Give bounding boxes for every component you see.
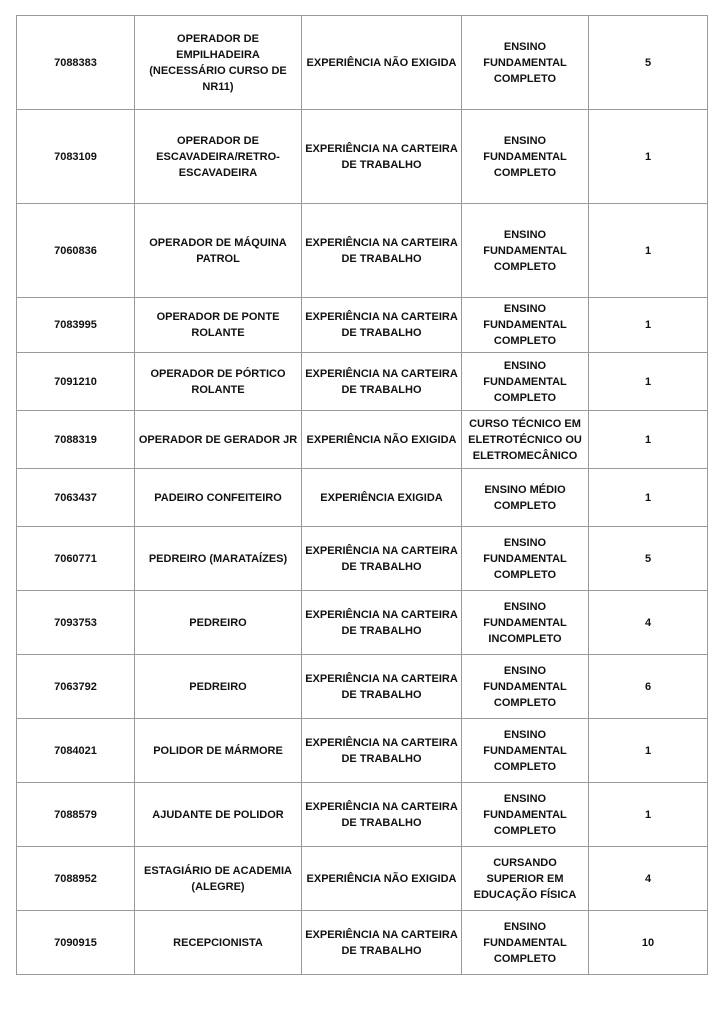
job-code-cell: 7063792 (17, 655, 135, 719)
job-code-cell: 7063437 (17, 469, 135, 527)
job-title-cell: PEDREIRO (135, 655, 302, 719)
table-row (17, 469, 708, 527)
experience-cell: EXPERIÊNCIA EXIGIDA (302, 469, 462, 527)
education-cell: ENSINO FUNDAMENTAL COMPLETO (462, 16, 589, 110)
job-code-cell: 7083995 (17, 298, 135, 353)
table-row (17, 783, 708, 847)
job-code-cell: 7093753 (17, 591, 135, 655)
education-cell: ENSINO FUNDAMENTAL COMPLETO (462, 204, 589, 298)
table-row (17, 911, 708, 975)
education-cell: ENSINO FUNDAMENTAL COMPLETO (462, 911, 589, 975)
education-cell: CURSO TÉCNICO EM ELETROTÉCNICO OU ELETROMECÂNICO (462, 411, 589, 469)
experience-cell: EXPERIÊNCIA NÃO EXIGIDA (302, 847, 462, 911)
vacancies-cell: 1 (589, 353, 708, 411)
job-title-cell: OPERADOR DE ESCAVADEIRA/RETRO-ESCAVADEIRA (135, 110, 302, 204)
table-row (17, 411, 708, 469)
experience-cell: EXPERIÊNCIA NA CARTEIRA DE TRABALHO (302, 353, 462, 411)
job-title-cell: AJUDANTE DE POLIDOR (135, 783, 302, 847)
job-title-cell: PADEIRO CONFEITEIRO (135, 469, 302, 527)
job-code-cell: 7088952 (17, 847, 135, 911)
experience-cell: EXPERIÊNCIA NA CARTEIRA DE TRABALHO (302, 655, 462, 719)
job-code-cell: 7060771 (17, 527, 135, 591)
education-cell: ENSINO FUNDAMENTAL COMPLETO (462, 353, 589, 411)
vacancies-cell: 10 (589, 911, 708, 975)
vacancies-cell: 5 (589, 16, 708, 110)
experience-cell: EXPERIÊNCIA NA CARTEIRA DE TRABALHO (302, 204, 462, 298)
table-row (17, 719, 708, 783)
job-code-cell: 7088319 (17, 411, 135, 469)
vacancies-cell: 1 (589, 469, 708, 527)
job-code-cell: 7084021 (17, 719, 135, 783)
education-cell: ENSINO FUNDAMENTAL COMPLETO (462, 110, 589, 204)
job-title-cell: OPERADOR DE PÓRTICO ROLANTE (135, 353, 302, 411)
education-cell: ENSINO FUNDAMENTAL COMPLETO (462, 719, 589, 783)
experience-cell: EXPERIÊNCIA NA CARTEIRA DE TRABALHO (302, 719, 462, 783)
job-title-cell: PEDREIRO (MARATAÍZES) (135, 527, 302, 591)
table-row (17, 527, 708, 591)
job-title-cell: OPERADOR DE EMPILHADEIRA (NECESSÁRIO CURSO DE NR11) (135, 16, 302, 110)
vacancies-cell: 6 (589, 655, 708, 719)
job-code-cell: 7088579 (17, 783, 135, 847)
job-title-cell: RECEPCIONISTA (135, 911, 302, 975)
experience-cell: EXPERIÊNCIA NA CARTEIRA DE TRABALHO (302, 783, 462, 847)
table-row (17, 655, 708, 719)
job-code-cell: 7088383 (17, 16, 135, 110)
vacancies-cell: 1 (589, 783, 708, 847)
vacancies-cell: 1 (589, 204, 708, 298)
table-row (17, 110, 708, 204)
table-row (17, 204, 708, 298)
education-cell: CURSANDO SUPERIOR EM EDUCAÇÃO FÍSICA (462, 847, 589, 911)
vacancies-cell: 1 (589, 298, 708, 353)
experience-cell: EXPERIÊNCIA NA CARTEIRA DE TRABALHO (302, 911, 462, 975)
education-cell: ENSINO FUNDAMENTAL INCOMPLETO (462, 591, 589, 655)
job-title-cell: POLIDOR DE MÁRMORE (135, 719, 302, 783)
table-row (17, 591, 708, 655)
job-title-cell: ESTAGIÁRIO DE ACADEMIA (ALEGRE) (135, 847, 302, 911)
job-vacancies-table (16, 15, 708, 975)
experience-cell: EXPERIÊNCIA NÃO EXIGIDA (302, 411, 462, 469)
table-row (17, 16, 708, 110)
experience-cell: EXPERIÊNCIA NA CARTEIRA DE TRABALHO (302, 298, 462, 353)
vacancies-cell: 1 (589, 411, 708, 469)
job-title-cell: OPERADOR DE PONTE ROLANTE (135, 298, 302, 353)
vacancies-cell: 5 (589, 527, 708, 591)
table-row (17, 353, 708, 411)
experience-cell: EXPERIÊNCIA NA CARTEIRA DE TRABALHO (302, 527, 462, 591)
job-title-cell: OPERADOR DE GERADOR JR (135, 411, 302, 469)
education-cell: ENSINO MÉDIO COMPLETO (462, 469, 589, 527)
vacancies-cell: 4 (589, 591, 708, 655)
education-cell: ENSINO FUNDAMENTAL COMPLETO (462, 783, 589, 847)
job-code-cell: 7083109 (17, 110, 135, 204)
vacancies-cell: 1 (589, 110, 708, 204)
experience-cell: EXPERIÊNCIA NA CARTEIRA DE TRABALHO (302, 591, 462, 655)
education-cell: ENSINO FUNDAMENTAL COMPLETO (462, 527, 589, 591)
vacancies-cell: 4 (589, 847, 708, 911)
vacancies-cell: 1 (589, 719, 708, 783)
job-code-cell: 7091210 (17, 353, 135, 411)
education-cell: ENSINO FUNDAMENTAL COMPLETO (462, 655, 589, 719)
experience-cell: EXPERIÊNCIA NA CARTEIRA DE TRABALHO (302, 110, 462, 204)
job-title-cell: OPERADOR DE MÁQUINA PATROL (135, 204, 302, 298)
job-title-cell: PEDREIRO (135, 591, 302, 655)
education-cell: ENSINO FUNDAMENTAL COMPLETO (462, 298, 589, 353)
experience-cell: EXPERIÊNCIA NÃO EXIGIDA (302, 16, 462, 110)
table-row (17, 847, 708, 911)
table-row (17, 298, 708, 353)
job-code-cell: 7090915 (17, 911, 135, 975)
job-code-cell: 7060836 (17, 204, 135, 298)
